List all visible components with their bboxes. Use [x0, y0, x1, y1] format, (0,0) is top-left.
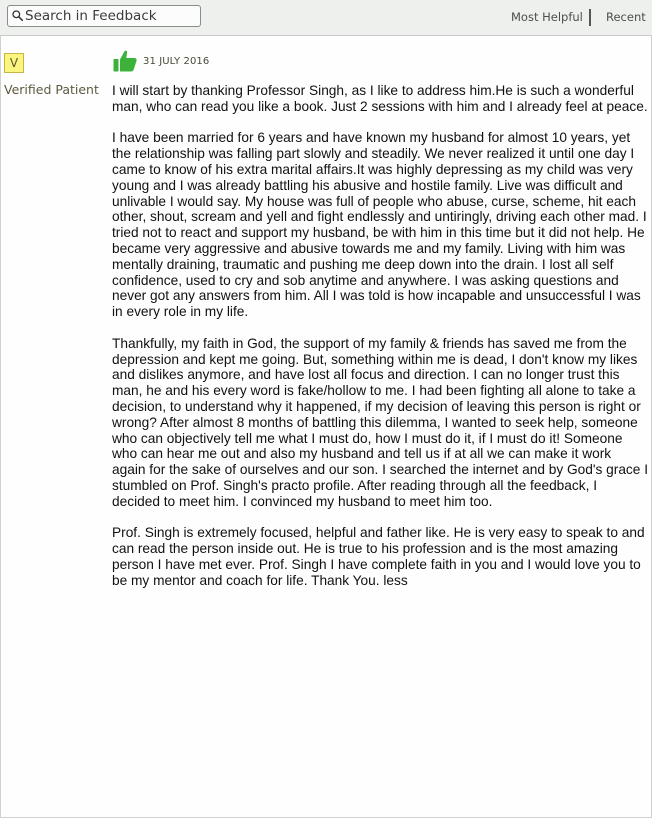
review-date: 31 JULY 2016	[143, 56, 210, 67]
sort-most-helpful-link[interactable]: Most Helpful	[511, 10, 583, 24]
review-paragraph: I will start by thanking Professor Singh, as I like to address him.He is such a wonderful man, who can read you like a book. Just 2 sessions with him and I already feel at peace.	[112, 83, 648, 114]
review-paragraph-text: Prof. Singh is extremely focused, helpful and father like. He is very easy to speak to and can read the person inside out. He is true to his profession and is the most amazing person I have met ever. Prof. Singh I have complete faith in you and I would love you to be my mentor and coach for life. Thank You.	[112, 525, 645, 588]
sort-divider	[589, 9, 591, 26]
search-box[interactable]	[7, 5, 201, 27]
sort-recent-link[interactable]: Recent	[606, 10, 646, 24]
search-input[interactable]	[25, 7, 195, 25]
review-paragraph-last	[112, 525, 648, 588]
review-paragraph: I have been married for 6 years and have known my husband for almost 10 years, yet the relationship was falling part slowly and steadily. We never realized it until one day I came to know of his extra marital affairs.It was highly depressing as my child was very young and I was already battling his abusive and hostile family. Live was difficult and unlivable I would say. My house was full of people who abuse, curse, scheme, hit each other, shout, scream and yell and fight endlessly and untiringly, driving each other mad. I tried not to react and support my husband, be with him in this time but it did not help. He became very aggressive and abusive towards me and my family. Living with him was mentally draining, traumatic and pushing me deep down into the drain. I lost all self confidence, used to cry and sob anytime and anywhere. I was asking questions and never got any answers from him. All I was told is how incapable and unsuccessful I was in every role in my life.	[112, 130, 647, 320]
verified-patient-label: Verified Patient	[4, 82, 99, 97]
less-link[interactable]: less	[383, 572, 408, 588]
review-paragraph: Thankfully, my faith in God, the support of my family & friends has saved me from the depression and kept me going. But, something within me is dead, I don't know my likes and dislikes anymore, and have lost all focus and direction. I can no longer trust this man, he and his every word is fake/hollow to me. I had been fighting all alone to take a decision, to understand why it happened, if my decision of leaving this person is right or wrong? After almost 8 months of battling this dilemma, I wanted to seek help, someone who can objectively tell me what I must do, how I must do it, if I must do it! Someone who can hear me out and also my husband and tell us if at all we can make it work again for the sake of ourselves and our son. I searched the internet and by God's grace I stumbled on Prof. Singh's practo profile. After reading through all the feedback, I decided to meet him. I convinced my husband to meet him too.	[112, 335, 648, 509]
reviewer-avatar: V	[4, 53, 24, 73]
thumbs-up-icon	[113, 50, 137, 72]
review-text	[112, 83, 648, 604]
search-icon	[12, 10, 23, 21]
feedback-toolbar	[0, 0, 652, 36]
